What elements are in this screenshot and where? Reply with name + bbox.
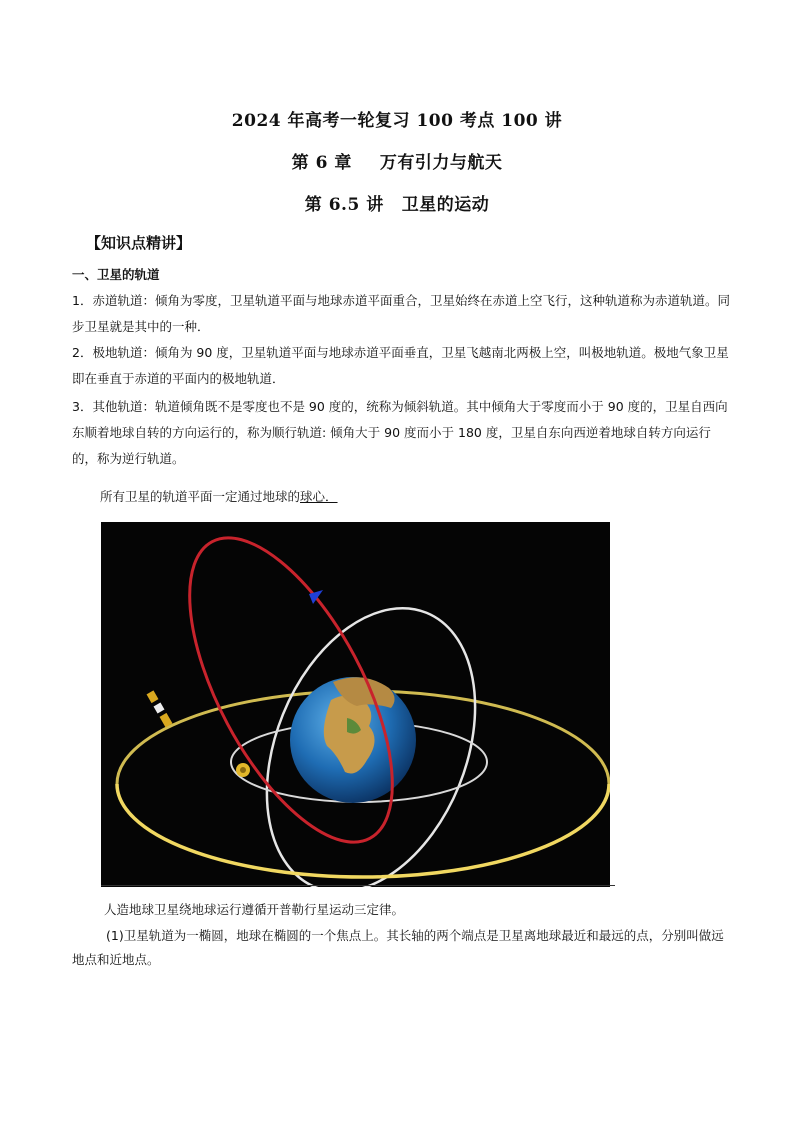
chapter-heading <box>0 148 794 173</box>
orbit-figure <box>101 522 610 887</box>
note-text: 所有卫星的轨道平面一定通过地球的 <box>100 489 301 504</box>
section-heading: 【知识点精讲】 <box>86 234 192 252</box>
chapter-title: 万有引力与航天 <box>379 153 503 173</box>
paragraph-other-orbits: 3．其他轨道：轨道倾角既不是零度也不是 90 度的，统称为倾斜轨道。其中倾角大于零度而小于 90 度的，卫星自西向东顺着地球自转的方向运行的，称为顺行轨道: 倾角大于 90 度而小于 180 度，卫星自东向西逆着地球自转方向运行的，称为逆行轨道。 <box>72 399 728 466</box>
paragraph-polar-orbit: 2．极地轨道：倾角为 90 度，卫星轨道平面与地球赤道平面垂直，卫星飞越南北两极上空，叫极地轨道。极地气象卫星即在垂直于赤道的平面内的极地轨道． <box>72 345 729 386</box>
inner-orbit-satellite-core <box>240 767 246 773</box>
paragraph-elliptical-orbit: (1)卫星轨道为一椭圆，地球在椭圆的一个焦点上。其长轴的两个端点是卫星离地球最近和最远的点，分别叫做远地点和近地点。 <box>72 928 724 967</box>
chapter-label: 第 6 章 <box>291 153 352 173</box>
paragraph-equatorial-orbit: 1．赤道轨道：倾角为零度，卫星轨道平面与地球赤道平面重合，卫星始终在赤道上空飞行，这种轨道称为赤道轨道。同步卫星就是其中的一种． <box>72 293 730 334</box>
orbit-illustration <box>101 522 610 887</box>
note-underlined-text: 球心． <box>300 489 338 504</box>
orbit-plane-note <box>100 487 338 505</box>
geostationary-satellite-icon <box>147 690 173 727</box>
subsection-heading: 一、卫星的轨道 <box>72 267 160 282</box>
document-title: 2024 年高考一轮复习 100 考点 100 讲 <box>231 111 563 131</box>
lecture-label: 第 6.5 讲 <box>304 195 384 215</box>
kepler-laws-statement: 人造地球卫星绕地球运行遵循开普勒行星运动三定律。 <box>104 902 405 917</box>
lecture-title: 卫星的运动 <box>401 195 490 215</box>
lecture-heading <box>0 190 794 215</box>
figure-divider <box>101 885 615 886</box>
